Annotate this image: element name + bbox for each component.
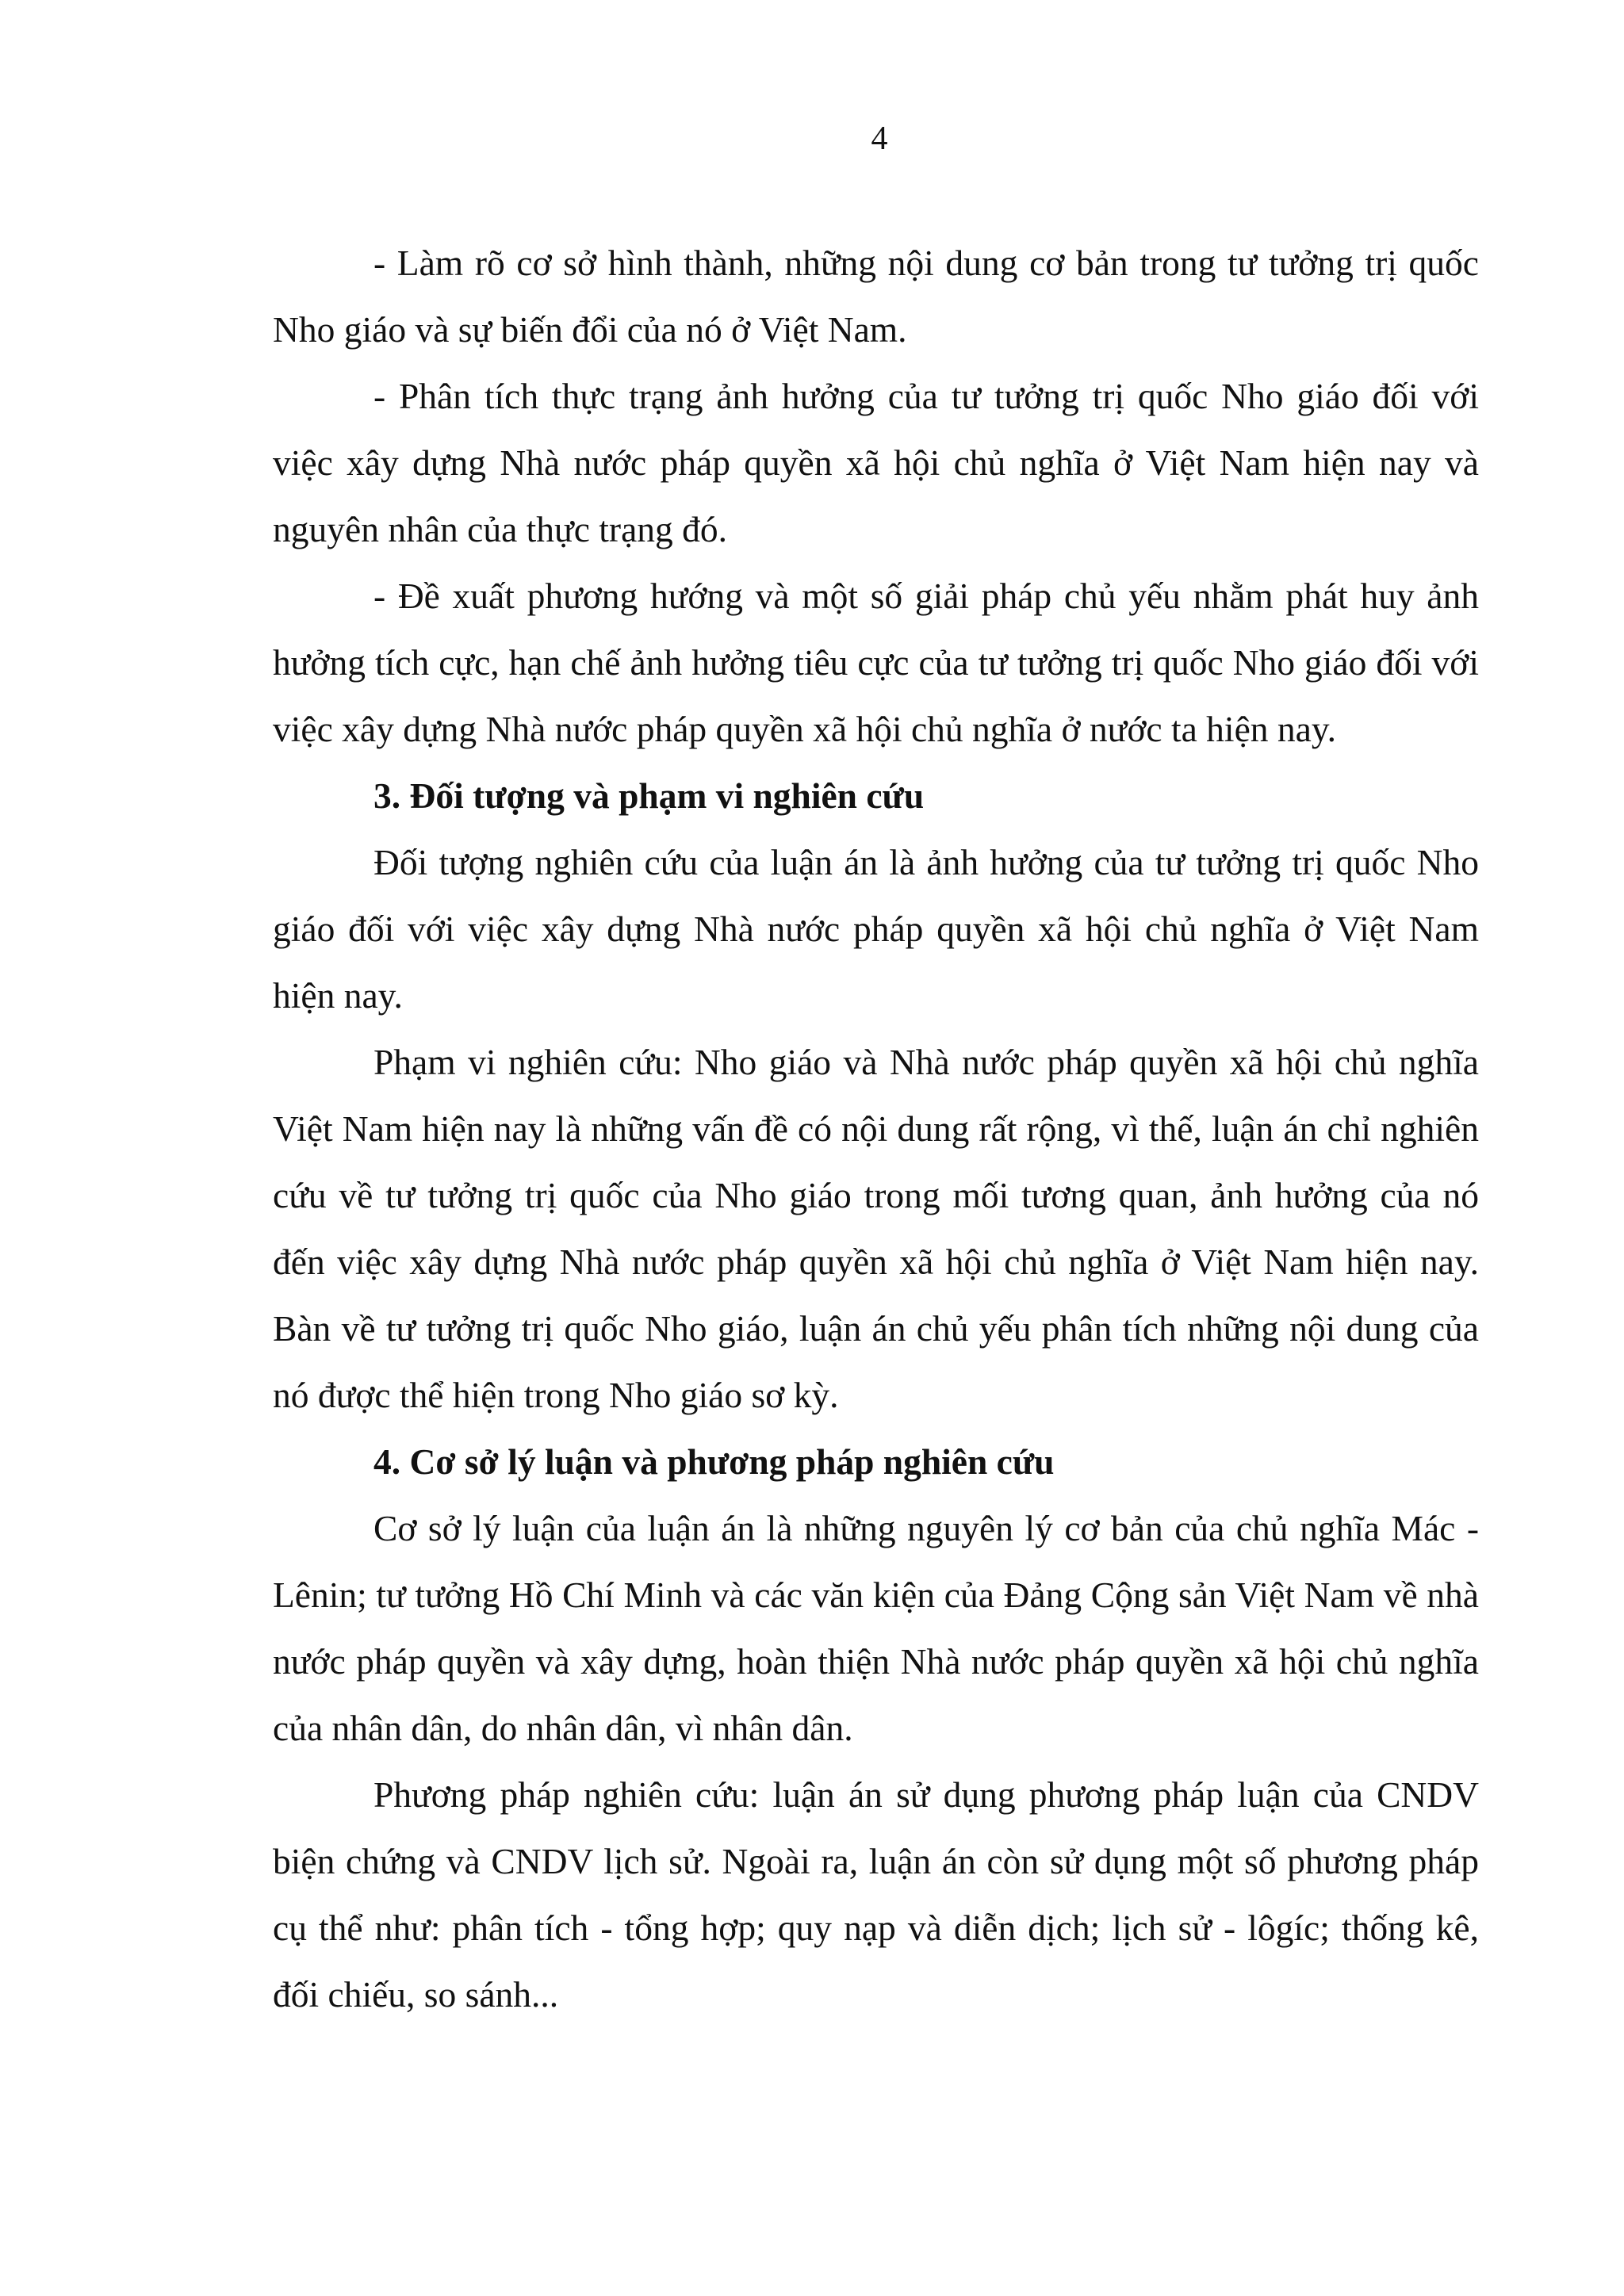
research-scope-paragraph: Phạm vi nghiên cứu: Nho giáo và Nhà nước pháp quyền xã hội chủ nghĩa Việt Nam hiện nay là những vấn đề có nội dung rất rộng, vì thế, luận án chỉ nghiên cứu về tư tưởng trị quốc của Nho giáo trong mối tương quan, ảnh hưởng của nó đến việc xây dựng Nhà nước pháp quyền xã hội chủ nghĩa ở Việt Nam hiện nay. Bàn về tư tưởng trị quốc Nho giáo, luận án chủ yếu phân tích những nội dung của nó được thể hiện trong Nho giáo sơ kỳ.	[273, 1042, 1479, 1415]
research-object-paragraph: Đối tượng nghiên cứu của luận án là ảnh hưởng của tư tưởng trị quốc Nho giáo đối với việc xây dựng Nhà nước pháp quyền xã hội chủ nghĩa ở Việt Nam hiện nay.	[273, 842, 1479, 1016]
body-text	[273, 230, 1479, 2028]
objective-paragraph-2: - Phân tích thực trạng ảnh hưởng của tư tưởng trị quốc Nho giáo đối với việc xây dựng Nhà nước pháp quyền xã hội chủ nghĩa ở Việt Nam hiện nay và nguyên nhân của thực trạng đó.	[273, 376, 1479, 549]
section-heading-3: 3. Đối tượng và phạm vi nghiên cứu	[373, 775, 925, 816]
section-heading-4: 4. Cơ sở lý luận và phương pháp nghiên cứu	[373, 1441, 1055, 1482]
objective-paragraph-3: - Đề xuất phương hướng và một số giải pháp chủ yếu nhằm phát huy ảnh hưởng tích cực, hạn chế ảnh hưởng tiêu cực của tư tưởng trị quốc Nho giáo đối với việc xây dựng Nhà nước pháp quyền xã hội chủ nghĩa ở nước ta hiện nay.	[273, 576, 1479, 749]
research-method-paragraph: Phương pháp nghiên cứu: luận án sử dụng phương pháp luận của CNDV biện chứng và CNDV lịch sử. Ngoài ra, luận án còn sử dụng một số phương pháp cụ thể như: phân tích - tổng hợp; quy nạp và diễn dịch; lịch sử - lôgíc; thống kê, đối chiếu, so sánh...	[273, 1774, 1479, 2015]
objective-paragraph-1: - Làm rõ cơ sở hình thành, những nội dung cơ bản trong tư tưởng trị quốc Nho giáo và sự biến đổi của nó ở Việt Nam.	[273, 243, 1479, 350]
page-number: 4	[871, 121, 888, 157]
theoretical-basis-paragraph: Cơ sở lý luận của luận án là những nguyên lý cơ bản của chủ nghĩa Mác - Lênin; tư tưởng Hồ Chí Minh và các văn kiện của Đảng Cộng sản Việt Nam về nhà nước pháp quyền và xây dựng, hoàn thiện Nhà nước pháp quyền xã hội chủ nghĩa của nhân dân, do nhân dân, vì nhân dân.	[273, 1508, 1479, 1748]
